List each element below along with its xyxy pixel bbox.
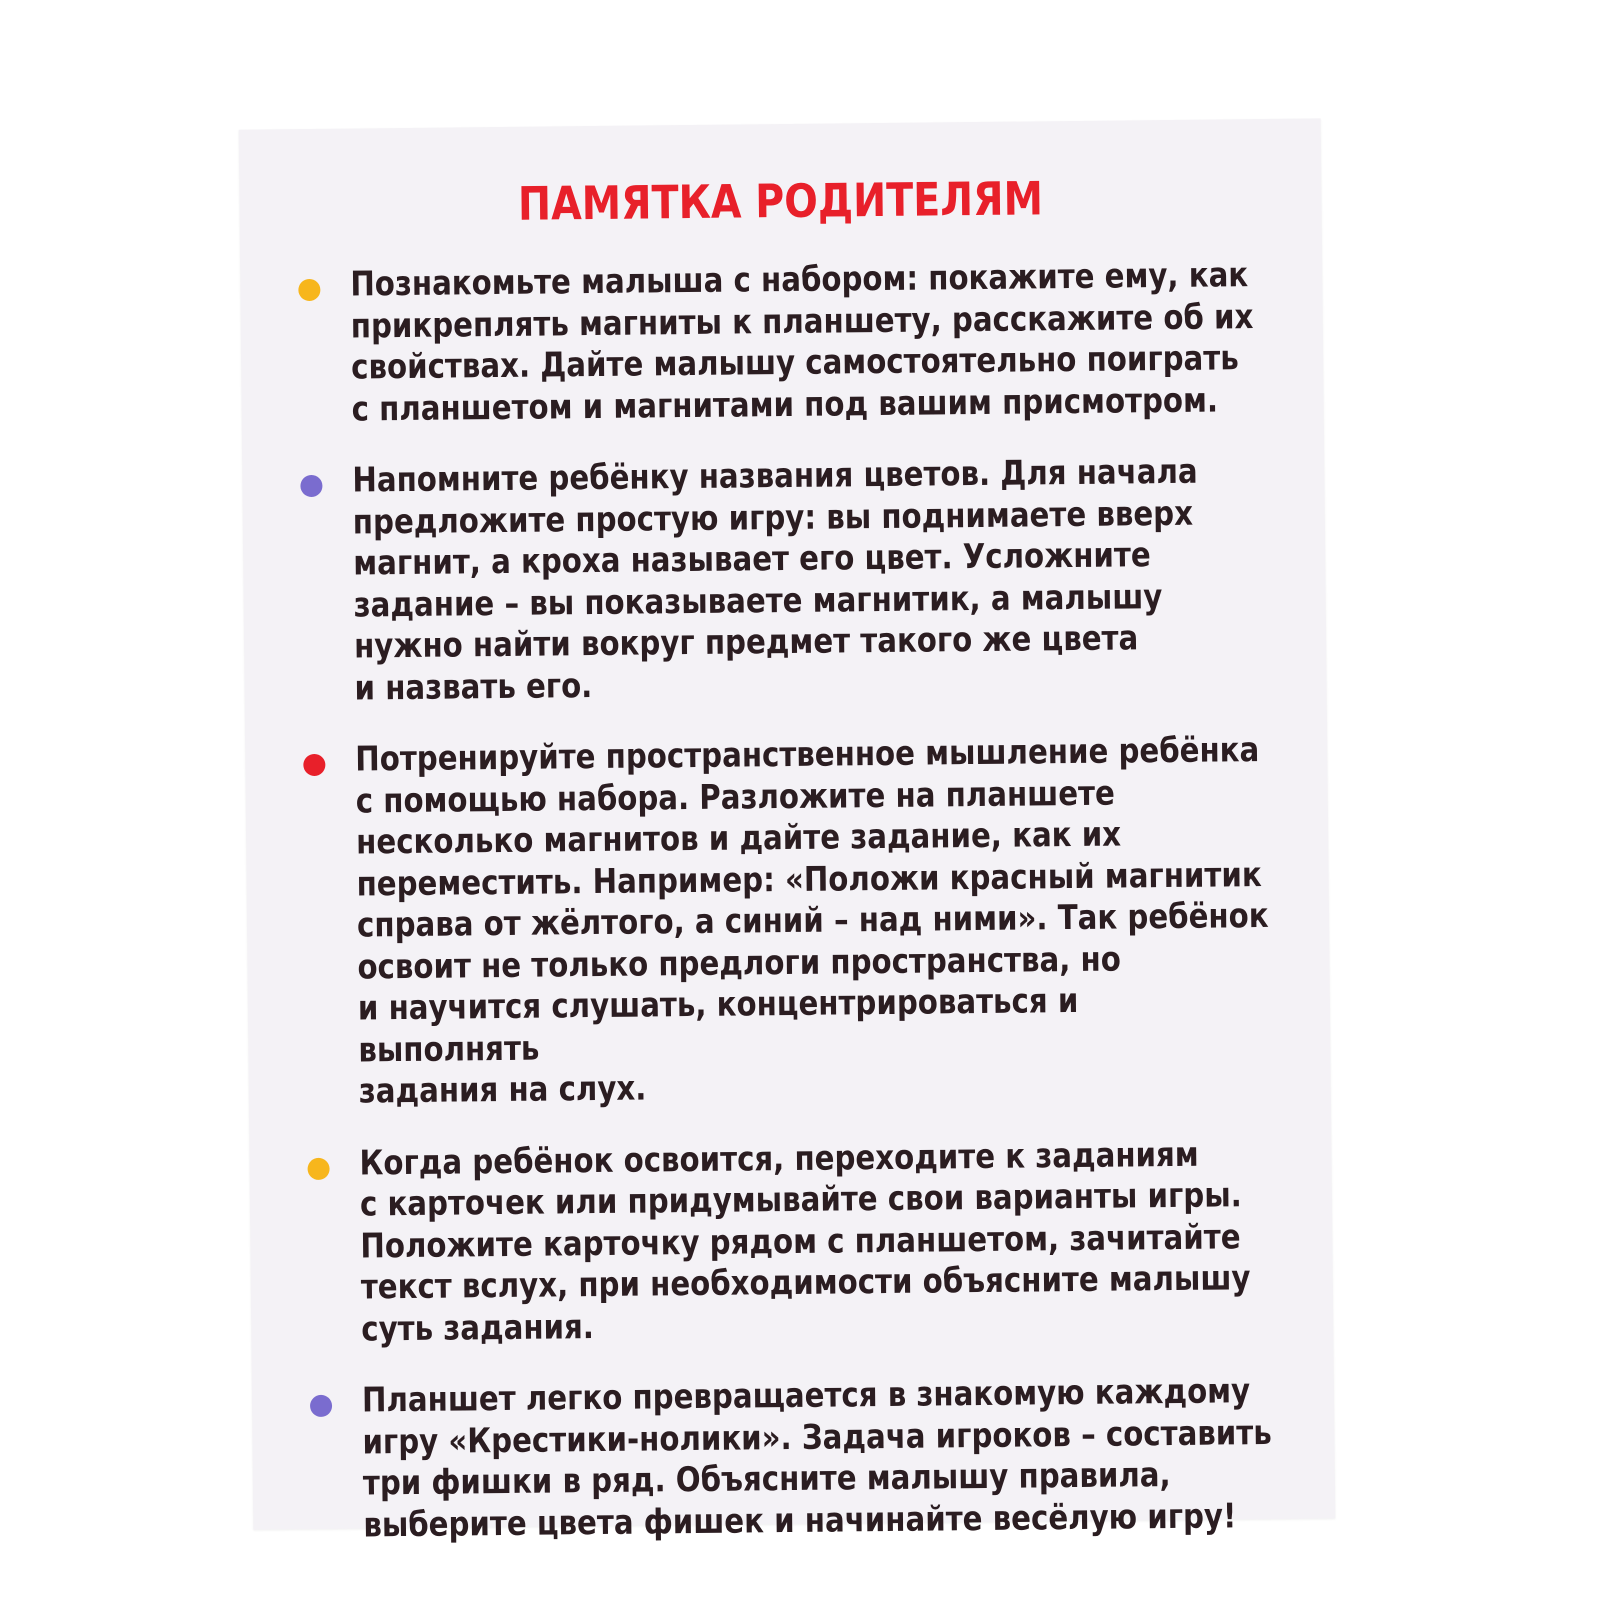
memo-item [303, 730, 1267, 1114]
memo-item [300, 451, 1263, 710]
memo-item-text: Напомните ребёнку названия цветов. Для начала предложите простую игру: вы поднимаете вверх магнит, а кроха называет его цвет. Усложните задание – вы показываете магнитик, а малышу нужно найти вокруг предмет такого же цвета и назвать его. [352, 451, 1198, 709]
memo-item-text: Когда ребёнок освоится, переходите к заданиям с карточек или придумывайте свои варианты игры. Положите карточку рядом с планшетом, зачитайте текст вслух, при необходимости объясните малышу суть задания. [359, 1134, 1251, 1349]
memo-item-text: Познакомьте малыша с набором: покажите ему, как прикреплять магниты к планшету, расскажите об их свойствах. Дайте малышу самостоятельно поиграть с планшетом и магнитами под вашим присмотром. [350, 255, 1254, 430]
memo-item [310, 1371, 1272, 1547]
memo-item [307, 1133, 1269, 1351]
bullet-dot-icon [298, 279, 320, 301]
memo-list [298, 255, 1272, 1577]
bullet-dot-icon [303, 754, 325, 776]
bullet-dot-icon [300, 475, 322, 497]
bullet-dot-icon [310, 1395, 332, 1417]
memo-item [298, 255, 1260, 431]
bullet-dot-icon [307, 1157, 329, 1179]
memo-item-text: Планшет легко превращается в знакомую каждому игру «Крестики-нолики». Задача игроков – составить три фишки в ряд. Объясните малышу правила, выберите цвета фишек и начинайте весёлую игру! [361, 1371, 1272, 1545]
memo-item-text: Потренируйте пространственное мышление ребёнка с помощью набора. Разложите на планшете несколько магнитов и дайте задание, как их переместить. Например: «Положи красный магнитик справа от жёлтого, а синий – над ними». Так ребёнок освоит не только предлоги пространства, но и научится слушать, концентрироваться и выполнять задания на слух. [355, 730, 1269, 1112]
memo-card [239, 118, 1336, 1545]
memo-title: ПАМЯТКА РОДИТЕЛЯМ [517, 171, 1044, 231]
